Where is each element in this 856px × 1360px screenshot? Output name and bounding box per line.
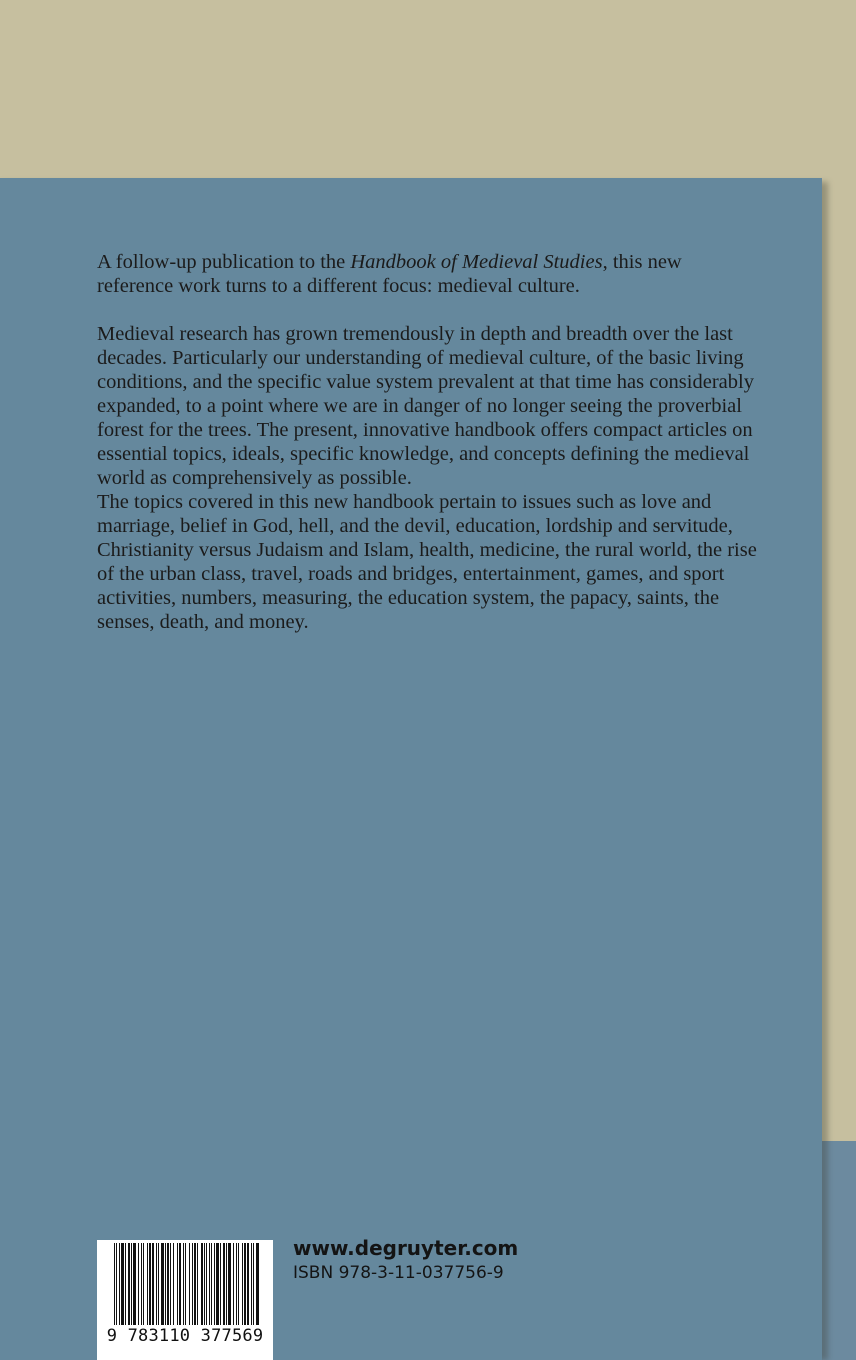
intro-after-title: , this new reference work turns to a different focus: medieval culture. (97, 251, 682, 297)
topics-paragraph: The topics covered in this new handbook pertain to issues such as love and marriage, belief in God, hell, and the devil, education, lordship and servitude, Christianity versus Judaism and Islam, health, medicine, the rural world, the rise of the urban class, travel, roads and bridges, entertainment, games, and sport activities, numbers, measuring, the education system, the papacy, saints, the senses, death, and money. (97, 491, 757, 633)
barcode-bar (189, 1243, 190, 1329)
barcode-bar (167, 1243, 169, 1329)
barcode-bar (197, 1243, 198, 1329)
barcode-bar (170, 1243, 171, 1329)
blurb-text (97, 250, 757, 634)
barcode-bar (121, 1243, 124, 1329)
intro-before-title: A follow-up publication to the (97, 251, 351, 273)
handbook-title: Handbook of Medieval Studies (350, 251, 603, 273)
barcode-bar (233, 1243, 234, 1329)
barcode-bar (185, 1243, 186, 1329)
barcode-bar (204, 1243, 205, 1329)
barcode-bar (133, 1243, 136, 1329)
barcode-bar (147, 1243, 148, 1329)
barcode-bar (214, 1243, 215, 1329)
barcode-bar (183, 1243, 184, 1329)
barcode-bar (119, 1243, 120, 1329)
intro-paragraph (97, 250, 757, 298)
barcode-bar (209, 1243, 210, 1329)
barcode-bar (223, 1243, 225, 1329)
barcode-bar (211, 1243, 212, 1329)
barcode-bar (192, 1243, 193, 1329)
barcode-bar (247, 1243, 249, 1329)
barcode-bar (251, 1243, 252, 1329)
barcode-bar (226, 1243, 227, 1329)
barcode-bar (242, 1243, 243, 1329)
barcode-bar (165, 1243, 166, 1329)
isbn-barcode (97, 1240, 273, 1360)
barcode-bar (179, 1243, 181, 1329)
barcode-bar (161, 1243, 164, 1329)
barcode-bar (216, 1243, 219, 1329)
barcode-bar (143, 1243, 144, 1329)
publisher-url[interactable]: www.degruyter.com (293, 1236, 519, 1260)
isbn-number: ISBN 978-3-11-037756-9 (293, 1263, 504, 1283)
barcode-bar (125, 1243, 126, 1329)
barcode-bar (116, 1243, 117, 1329)
barcode-bar (141, 1243, 142, 1329)
barcode-bar (138, 1243, 139, 1329)
barcode-bar (244, 1243, 246, 1329)
barcode-bar (253, 1243, 254, 1329)
barcode-bar (114, 1243, 115, 1329)
barcode-bar (206, 1243, 207, 1329)
barcode-digits: 9 783110 377569 (101, 1325, 269, 1347)
barcode-bar (152, 1243, 154, 1329)
barcode-bar (128, 1243, 130, 1329)
barcode-bar (149, 1243, 151, 1329)
barcode-bar (194, 1243, 196, 1329)
barcode-bar (173, 1243, 174, 1329)
barcode-bar (158, 1243, 159, 1329)
research-paragraph: Medieval research has grown tremendously in depth and breadth over the last decades. Particularly our understanding of medieval culture, of the basic living conditions, and the specific value system prevalent at that time has considerably expanded, to a point where we are in danger of no longer seeing the proverbial forest for the trees. The present, innovative handbook offers compact articles on essential topics, ideals, specific knowledge, and concepts defining the medieval world as comprehensively as possible. (97, 323, 754, 489)
barcode-bar (228, 1243, 231, 1329)
barcode-bar (236, 1243, 237, 1329)
barcode-bar (238, 1243, 239, 1329)
barcode-bar (220, 1243, 221, 1329)
barcode-bar (256, 1243, 259, 1329)
barcode-bar (201, 1243, 203, 1329)
barcode-bar (156, 1243, 157, 1329)
barcode-bar (131, 1243, 132, 1329)
barcode-bar (177, 1243, 178, 1329)
